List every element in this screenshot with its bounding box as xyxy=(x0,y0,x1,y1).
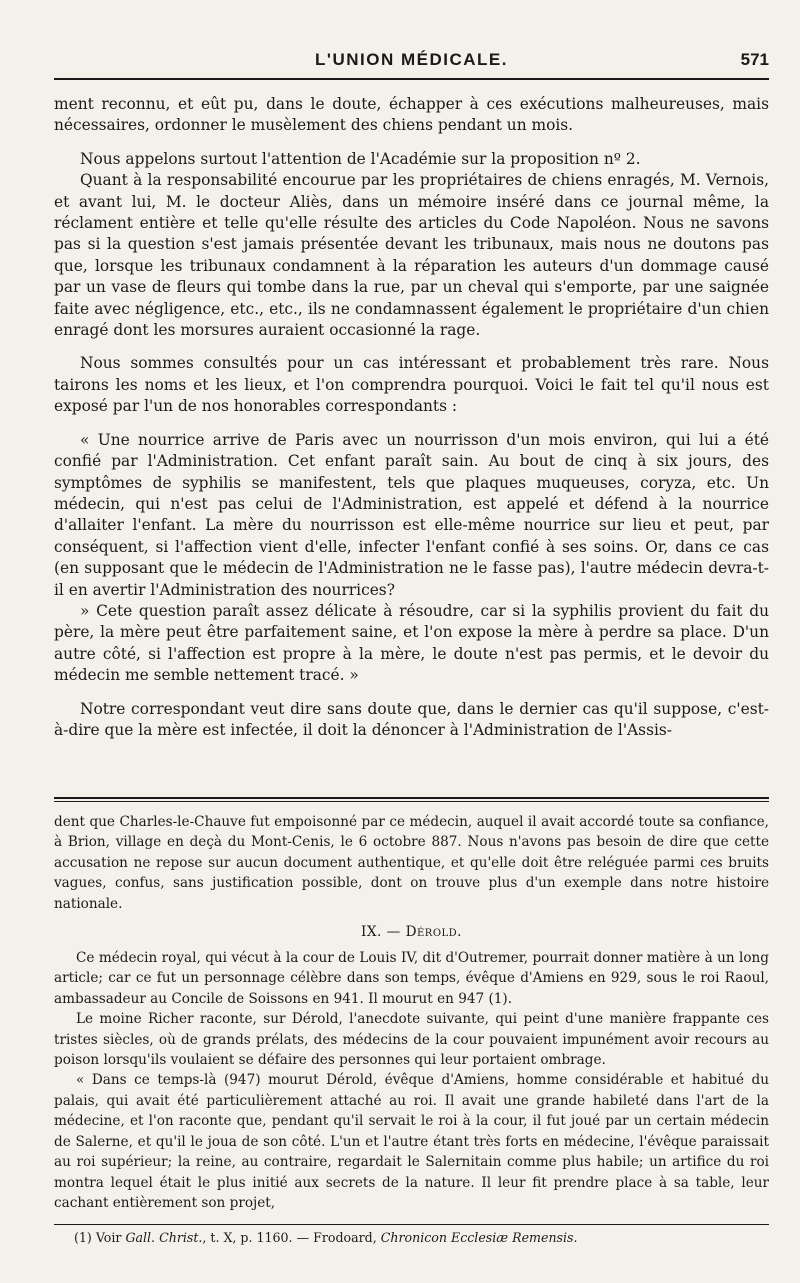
quoted-paragraph: « Une nourrice arrive de Paris avec un nourrisson d'un mois environ, qui lui a été confié par l'Administration. Cet enfant paraît sain. Au bout de cinq à six jours, des symptômes de syphilis se manifestent, tels que plaques muqueuses, coryza, etc. Un médecin, qui n'est pas celui de l'Administration, est appelé et défend à la nourrice d'allaiter l'enfant. La mère du nourrisson est elle-même nourrice sur lieu et peut, par conséquent, si l'affection vient d'elle, infecter l'enfant confié à ses soins. Or, dans ce cas (en supposant que le médecin de l'Administration ne le fasse pas), l'autre médecin devra-t-il en avertir l'Administration des nourrices? xyxy=(54,430,769,599)
quoted-paragraph: « Dans ce temps-là (947) mourut Dérold, évêque d'Amiens, homme considérable et habitué du palais, qui avait été particulièrement attaché au roi. Il avait une grande habileté dans l'art de la médecine, et l'on raconte que, pendant qu'il servait le roi à la cour, il fut joué par un certain médecin de Salerne, et qu'il le joua de son côté. L'un et l'autre étant très forts en médecine, l'évêque paraissait au roi supérieur; la reine, au contraire, regardait le Salernitain comme plus habile; un artifice du roi montra lequel était le plus initié aux secrets de la nature. Il leur fit prendre place à sa table, leur cachant entièrement son projet, xyxy=(54,1072,769,1211)
footnote-citation: Gall. Christ. xyxy=(125,1230,203,1245)
footnote-citation: Chronicon Ecclesiæ Remensis. xyxy=(380,1230,578,1245)
footnote-rule xyxy=(54,1224,769,1225)
paragraph: Notre correspondant veut dire sans doute que, dans le dernier cas qu'il suppose, c'est-à-dire que la mère est infectée, il doit la dénoncer à l'Administration de l'Assis- xyxy=(54,699,769,739)
main-article xyxy=(54,94,769,741)
paragraph: Ce médecin royal, qui vécut à la cour de Louis IV, dit d'Outremer, pourrait donner matière à un long article; car ce fut un personnage célèbre dans son temps, évêque d'Amiens en 929, sous le roi Raoul, ambassadeur au Concile de Soissons en 941. Il mourut en 947 (1). xyxy=(54,950,769,1007)
feuilleton xyxy=(54,812,769,1213)
section-heading xyxy=(54,922,769,942)
footnote xyxy=(54,1230,769,1246)
journal-page xyxy=(54,0,769,1283)
running-title: L'UNION MÉDICALE. xyxy=(315,50,508,69)
quoted-paragraph: » Cete question paraît assez délicate à résoudre, car si la syphilis provient du fait du père, la mère peut être parfaitement saine, et l'on expose la mère à perdre sa place. D'un autre côté, si l'affection est propre à la mère, le doute n'est pas permis, et le devoir du médecin me semble nettement tracé. » xyxy=(54,601,769,685)
footnote-text: , t. X, p. 1160. — Frodoard, xyxy=(202,1230,377,1245)
header-rule xyxy=(54,78,769,80)
footnote-text: Voir xyxy=(95,1230,122,1245)
section-number: IX. — xyxy=(360,924,406,941)
footnote-mark: (1) xyxy=(74,1230,92,1245)
paragraph: Nous appelons surtout l'attention de l'Académie sur la proposition nº 2. xyxy=(80,149,641,168)
paragraph: Nous sommes consultés pour un cas intéressant et probablement très rare. Nous tairons les noms et les lieux, et l'on comprendra pourquoi. Voici le fait tel qu'il nous est exposé par l'un de nos honorables correspondants : xyxy=(54,354,769,416)
feuilleton-separator xyxy=(54,797,769,802)
section-name: Dérold. xyxy=(405,924,462,941)
page-header xyxy=(54,50,769,76)
paragraph: Le moine Richer raconte, sur Dérold, l'anecdote suivante, qui peint d'une manière frappante ces tristes siècles, où de grands prélats, des médecins de la cour pouvaient impunément avoir recours au poison lorsqu'ils voulaient se défaire des personnes qui leur portaient ombrage. xyxy=(54,1011,769,1069)
paragraph: dent que Charles-le-Chauve fut empoisonné par ce médecin, auquel il avait accordé toute sa confiance, à Brion, village en deçà du Mont-Cenis, le 6 octobre 887. Nous n'avons pas besoin de dire que cette accusation ne repose sur aucun document authentique, et qu'elle doit être reléguée parmi ces bruits vagues, confus, sans justification possible, dont on trouve plus d'un exemple dans notre histoire nationale. xyxy=(54,814,769,912)
page-number: 571 xyxy=(740,50,769,69)
paragraph: Quant à la responsabilité encourue par les propriétaires de chiens enragés, M. Vernois, et avant lui, M. le docteur Aliès, dans un mémoire inséré dans ce journal même, la réclament entière et telle qu'elle résulte des articles du Code Napoléon. Nous ne savons pas si la question s'est jamais présentée devant les tribunaux, mais nous ne doutons pas que, lorsque les tribunaux condamnent à la réparation les auteurs d'un dommage causé par un vase de fleurs qui tombe dans la rue, par un cheval qui s'emporte, par une saignée faite avec négligence, etc., etc., ils ne condamnassent également le propriétaire d'un chien enragé dont les morsures auraient occasionné la rage. xyxy=(54,171,769,340)
paragraph: ment reconnu, et eût pu, dans le doute, échapper à ces exécutions malheureuses, mais nécessaires, ordonner le musèlement des chiens pendant un mois. xyxy=(54,95,769,135)
